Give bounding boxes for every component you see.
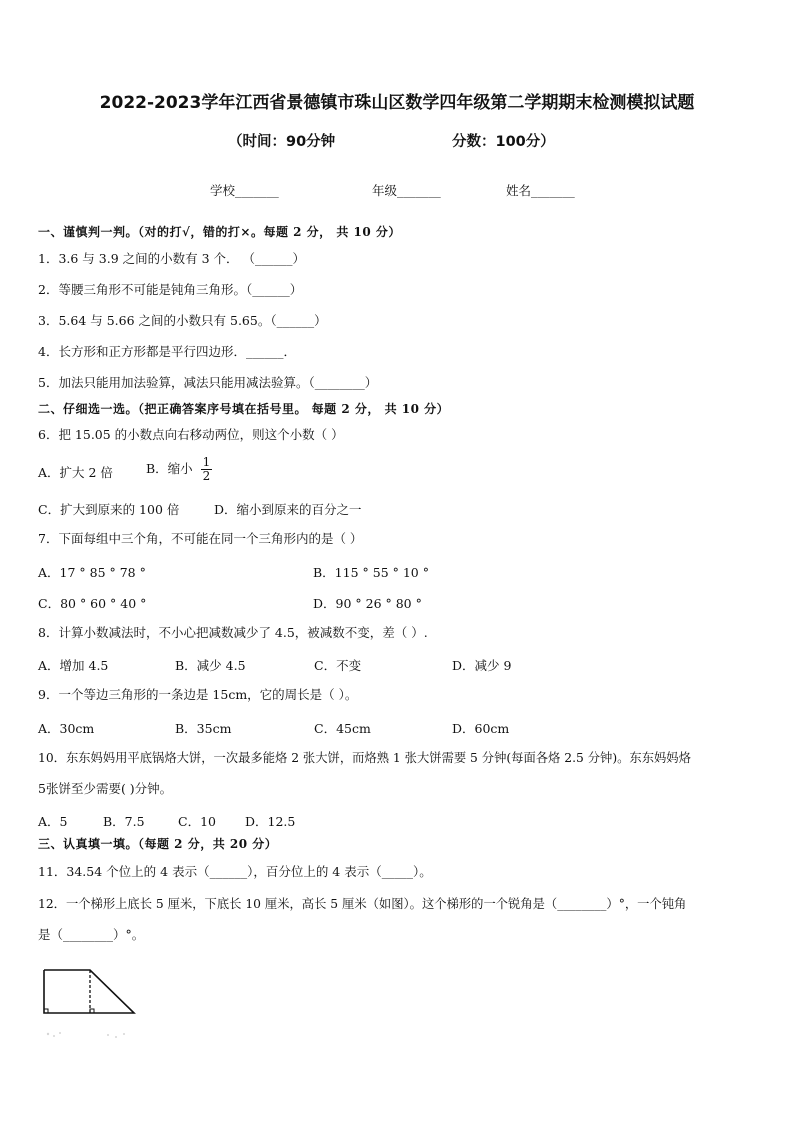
question-5: 5．加法只能用加法验算，减法只能用减法验算。（________） (38, 375, 378, 390)
question-12-line1: 12．一个梯形上底长 5 厘米，下底长 10 厘米，高长 5 厘米（如图）。这个梯形的一个锐角是（________）°，一个钝角 (38, 897, 687, 911)
question-11: 11．34.54 个位上的 4 表示（______），百分位上的 4 表示（_____）。 (38, 864, 432, 879)
question-1: 1．3.6 与 3.9 之间的小数有 3 个． （______） (38, 251, 306, 266)
q10-option-c: C．10 (178, 814, 216, 829)
q6-option-a: A．扩大 2 倍 (38, 465, 113, 480)
q6-option-b (146, 456, 212, 483)
question-4: 4．长方形和正方形都是平行四边形．______． (38, 344, 296, 359)
q10-option-d: D．12.5 (245, 814, 296, 829)
trapezoid-figure (38, 962, 148, 1042)
question-8: 8．计算小数减法时，不小心把减数减少了 4.5，被减数不变，差（ ）. (38, 625, 428, 640)
name-field: 姓名_______ (506, 183, 575, 198)
q9-option-c: C．45cm (314, 721, 371, 736)
q9-option-b: B．35cm (175, 721, 232, 736)
q6-option-d: D．缩小到原来的百分之一 (214, 502, 362, 517)
question-6: 6．把 15.05 的小数点向右移动两位，则这个小数（ ） (38, 427, 344, 442)
section2-heading: 二、仔细选一选。（把正确答案序号填在括号里。 每题 2 分， 共 10 分） (38, 402, 450, 416)
q9-option-a: A．30cm (38, 721, 95, 736)
section1-heading: 一、谨慎判一判。（对的打√，错的打×。每题 2 分， 共 10 分） (38, 225, 401, 239)
fraction-denominator: 2 (202, 469, 211, 483)
trapezoid-outline (44, 970, 134, 1013)
q9-option-d: D．60cm (452, 721, 510, 736)
q6-option-b-label: B．缩小 (146, 461, 193, 476)
q7-option-b: B．115 ° 55 ° 10 ° (313, 565, 429, 580)
q10-option-b: B．7.5 (103, 814, 145, 829)
fraction-numerator: 1 (202, 455, 211, 469)
faint-specks (47, 1032, 125, 1038)
exam-score: 分数：100分） (452, 134, 555, 150)
q8-option-d: D．减少 9 (452, 658, 512, 673)
school-field: 学校_______ (210, 183, 279, 198)
question-3: 3．5.64 与 5.66 之间的小数只有 5.65。（______） (38, 313, 327, 328)
exam-time: （时间：90分钟 (228, 134, 336, 150)
question-10-line2: 5张饼至少需要( )分钟。 (38, 781, 173, 796)
q6-option-c: C．扩大到原来的 100 倍 (38, 502, 180, 517)
q7-option-d: D．90 ° 26 ° 80 ° (313, 596, 422, 611)
q7-option-a: A．17 ° 85 ° 78 ° (38, 565, 146, 580)
question-7: 7．下面每组中三个角，不可能在同一个三角形内的是（ ） (38, 531, 363, 546)
q8-option-b: B．减少 4.5 (175, 658, 246, 673)
question-12-line2: 是（________）°。 (38, 927, 145, 942)
question-2: 2．等腰三角形不可能是钝角三角形。（______） (38, 282, 303, 297)
page-title: 2022-2023学年江西省景德镇市珠山区数学四年级第二学期期末检测模拟试题 (99, 93, 695, 113)
question-10-line1: 10．东东妈妈用平底锅烙大饼，一次最多能烙 2 张大饼，而烙熟 1 张大饼需要 5 分钟(每面各烙 2.5 分钟)。东东妈妈烙 (38, 751, 691, 765)
q10-option-a: A．5 (38, 814, 68, 829)
q8-option-c: C．不变 (314, 658, 362, 673)
question-9: 9．一个等边三角形的一条边是 15cm，它的周长是（ ）。 (38, 687, 358, 702)
q7-option-c: C．80 ° 60 ° 40 ° (38, 596, 147, 611)
q8-option-a: A．增加 4.5 (38, 658, 109, 673)
section3-heading: 三、认真填一填。（每题 2 分，共 20 分） (38, 837, 278, 851)
fraction-one-half (201, 456, 213, 483)
grade-field: 年级_______ (372, 183, 441, 198)
